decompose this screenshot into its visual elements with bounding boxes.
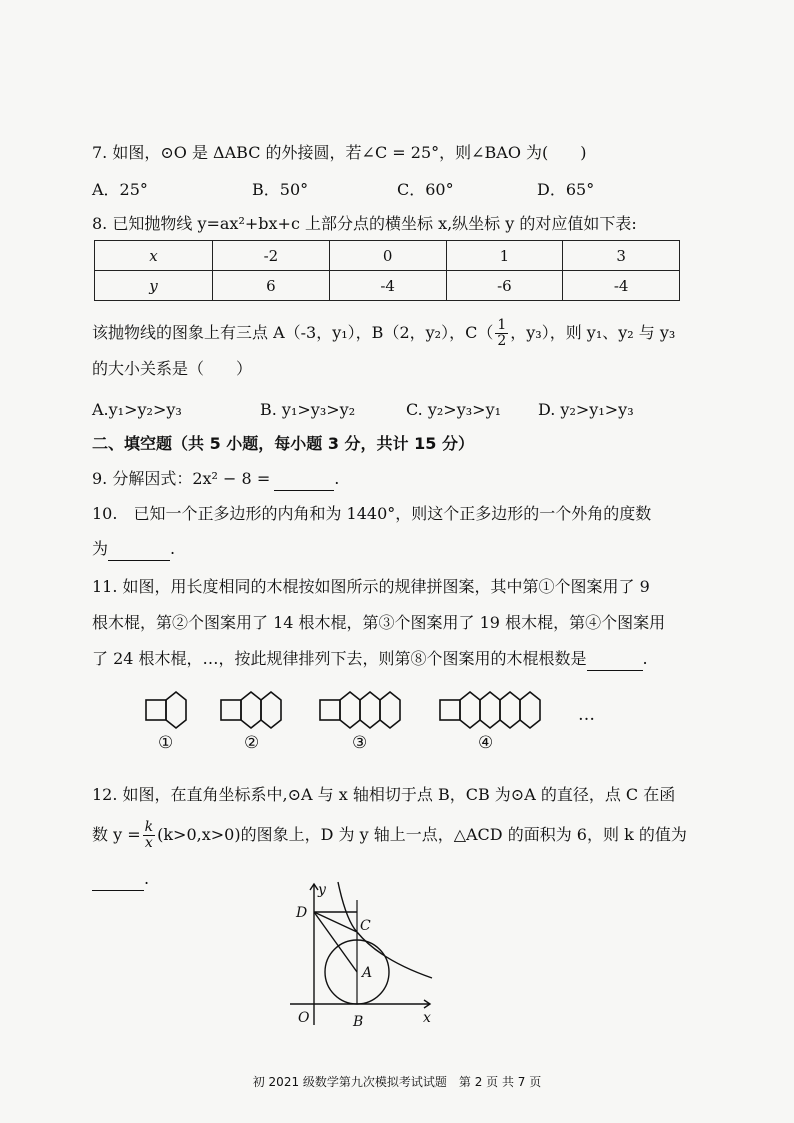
q8-text-line2: 的大小关系是（ ） [92, 359, 253, 378]
q11-line2: 根木棍，第②个图案用了 14 根木棍，第③个图案用了 19 根木棍，第④个图案用 [92, 613, 666, 632]
fraction-numerator: 1 [497, 317, 507, 333]
label-c: C [360, 918, 371, 934]
q8-stem: 8. 已知抛物线 y=ax²+bx+c 上部分点的横坐标 x,纵坐标 y 的对应值如下表: [92, 214, 637, 233]
pattern-2 [221, 692, 281, 728]
stick-pattern-figure [0, 690, 794, 760]
q8-fraction [495, 318, 508, 349]
q9-line [92, 468, 339, 491]
q12-line3 [92, 868, 149, 891]
label-o: O [298, 1010, 310, 1026]
table-cell: 6 [213, 271, 330, 301]
label-b: B [353, 1014, 364, 1030]
label-x: x [423, 1010, 431, 1026]
q12-line2 [92, 820, 687, 851]
label-a: A [362, 965, 373, 981]
q12-fraction [143, 820, 155, 851]
q7-option-a: A．25° [92, 180, 148, 199]
q8-option-a: A.y₁>y₂>y₃ [92, 400, 182, 419]
q8-option-c: C. y₂>y₃>y₁ [406, 400, 502, 419]
q8-options [92, 400, 712, 419]
fraction-denominator: x [144, 835, 153, 851]
table-cell: -2 [213, 241, 330, 271]
table-cell: -4 [329, 271, 446, 301]
table-cell: 3 [563, 241, 680, 271]
table-row [95, 271, 680, 301]
section-heading: 二、填空题（共 5 小题，每小题 3 分，共计 15 分） [92, 434, 474, 453]
q8-text1-a: 该抛物线的图象上有三点 A（-3，y₁），B（2，y₂），C（ [92, 323, 494, 342]
q8-text1-b: ，y₃），则 y₁、y₂ 与 y₃ [510, 323, 676, 342]
pattern-label-3: ③ [352, 733, 368, 753]
pattern-label-2: ② [244, 733, 260, 753]
pattern-1 [146, 692, 186, 728]
pattern-label-1: ① [158, 733, 174, 753]
q10-line2 [92, 538, 175, 561]
label-y: y [318, 882, 326, 898]
q12-line2-a: 数 y = [92, 825, 141, 844]
pattern-ellipsis: … [578, 705, 595, 725]
q12-line2-b: (k>0,x>0)的图象上，D 为 y 轴上一点，△ACD 的面积为 6，则 k 的值为 [157, 825, 687, 844]
q8-value-table [94, 240, 680, 301]
q9-end: . [334, 469, 340, 488]
q7-option-b: B．50° [252, 180, 309, 199]
q12-end: . [144, 869, 150, 888]
q11-line3-text: 了 24 根木棍，…，按此规律排列下去，则第⑧个图案用的木棍根数是 [92, 649, 587, 668]
table-cell: 0 [329, 241, 446, 271]
q11-line3 [92, 648, 648, 671]
q10-end: . [170, 539, 176, 558]
table-cell: x [95, 241, 213, 271]
q11-line1: 11. 如图，用长度相同的木棍按如图所示的规律拼图案，其中第①个图案用了 9 [92, 577, 650, 596]
q7-option-d: D．65° [537, 180, 595, 199]
q7-options [92, 177, 712, 200]
q10-line2-text: 为 [92, 539, 109, 558]
q11-answer-blank [587, 648, 643, 671]
q7-stem: 7. 如图，⊙O 是 ΔABC 的外接圆，若∠C = 25°，则∠BAO 为( ) [92, 143, 587, 162]
pattern-4 [440, 692, 540, 728]
fraction-numerator: k [144, 819, 154, 835]
q12-coordinate-graph [280, 880, 440, 1030]
q12-answer-blank [92, 868, 144, 891]
label-d: D [296, 905, 308, 921]
q8-option-d: D. y₂>y₁>y₃ [538, 400, 634, 419]
table-cell: y [95, 271, 213, 301]
q10-answer-blank [108, 538, 170, 561]
q9-stem: 9. 分解因式：2x² − 8 = [92, 469, 271, 488]
table-cell: -6 [446, 271, 563, 301]
table-cell: -4 [563, 271, 680, 301]
q9-answer-blank [274, 468, 334, 491]
table-cell: 1 [446, 241, 563, 271]
pattern-label-4: ④ [478, 733, 494, 753]
table-row [95, 241, 680, 271]
q7-option-c: C．60° [397, 180, 454, 199]
q10-line1: 10. 已知一个正多边形的内角和为 1440°，则这个正多边形的一个外角的度数 [92, 504, 652, 523]
pattern-3 [320, 692, 400, 728]
q11-end: . [642, 649, 648, 668]
q12-line1: 12. 如图，在直角坐标系中,⊙A 与 x 轴相切于点 B，CB 为⊙A 的直径，点 C 在函 [92, 785, 676, 804]
q8-text-line1 [92, 318, 675, 349]
fraction-denominator: 2 [497, 333, 507, 349]
q8-option-b: B. y₁>y₃>y₂ [260, 400, 356, 419]
page-footer: 初 2021 级数学第九次模拟考试试题 第 2 页 共 7 页 [252, 1075, 542, 1089]
